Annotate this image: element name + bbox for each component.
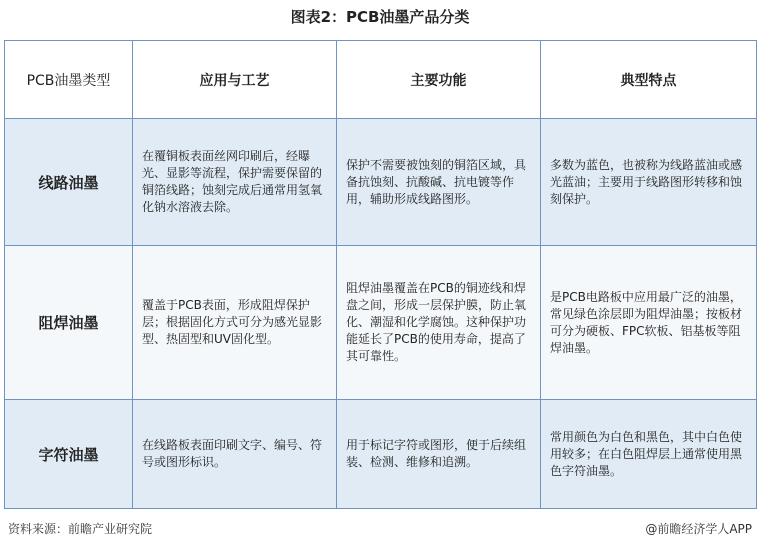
table-row [5,246,757,400]
row-function: 阻焊油墨覆盖在PCB的铜迹线和焊盘之间，形成一层保护膜，防止氧化、潮湿和化学腐蚀。这种保护功能延长了PCB的使用寿命，提高了其可靠性。 [337,246,541,400]
row-function: 保护不需要被蚀刻的铜箔区域，具备抗蚀刻、抗酸碱、抗电镀等作用，辅助形成线路图形。 [337,119,541,246]
table-row [5,400,757,509]
row-application: 覆盖于PCB表面，形成阻焊保护层；根据固化方式可分为感光显影型、热固型和UV固化型。 [133,246,337,400]
header-type: PCB油墨类型 [5,41,133,119]
row-type: 字符油墨 [5,400,133,509]
row-type: 线路油墨 [5,119,133,246]
ink-classification-table [4,40,757,509]
figure-title: 图表2：PCB油墨产品分类 [290,8,470,26]
row-feature: 常用颜色为白色和黑色，其中白色使用较多；在白色阻焊层上通常使用黑色字符油墨。 [541,400,757,509]
row-application: 在线路板表面印刷文字、编号、符号或图形标识。 [133,400,337,509]
header-feature: 典型特点 [541,41,757,119]
row-function: 用于标记字符或图形，便于后续组装、检测、维修和追溯。 [337,400,541,509]
row-feature: 多数为蓝色，也被称为线路蓝油或感光蓝油；主要用于线路图形转移和蚀刻保护。 [541,119,757,246]
row-application: 在覆铜板表面丝网印刷后，经曝光、显影等流程，保护需要保留的铜箔线路；蚀刻完成后通常用氢氧化钠水溶液去除。 [133,119,337,246]
header-application: 应用与工艺 [133,41,337,119]
header-function: 主要功能 [337,41,541,119]
row-type: 阻焊油墨 [5,246,133,400]
brand-credit: @前瞻经济学人APP [645,522,752,536]
header-row [5,41,757,119]
row-feature: 是PCB电路板中应用最广泛的油墨，常见绿色涂层即为阻焊油墨；按板材可分为硬板、FPC软板、铝基板等阻焊油墨。 [541,246,757,400]
source-note: 资料来源：前瞻产业研究院 [8,522,153,536]
table-row [5,119,757,246]
